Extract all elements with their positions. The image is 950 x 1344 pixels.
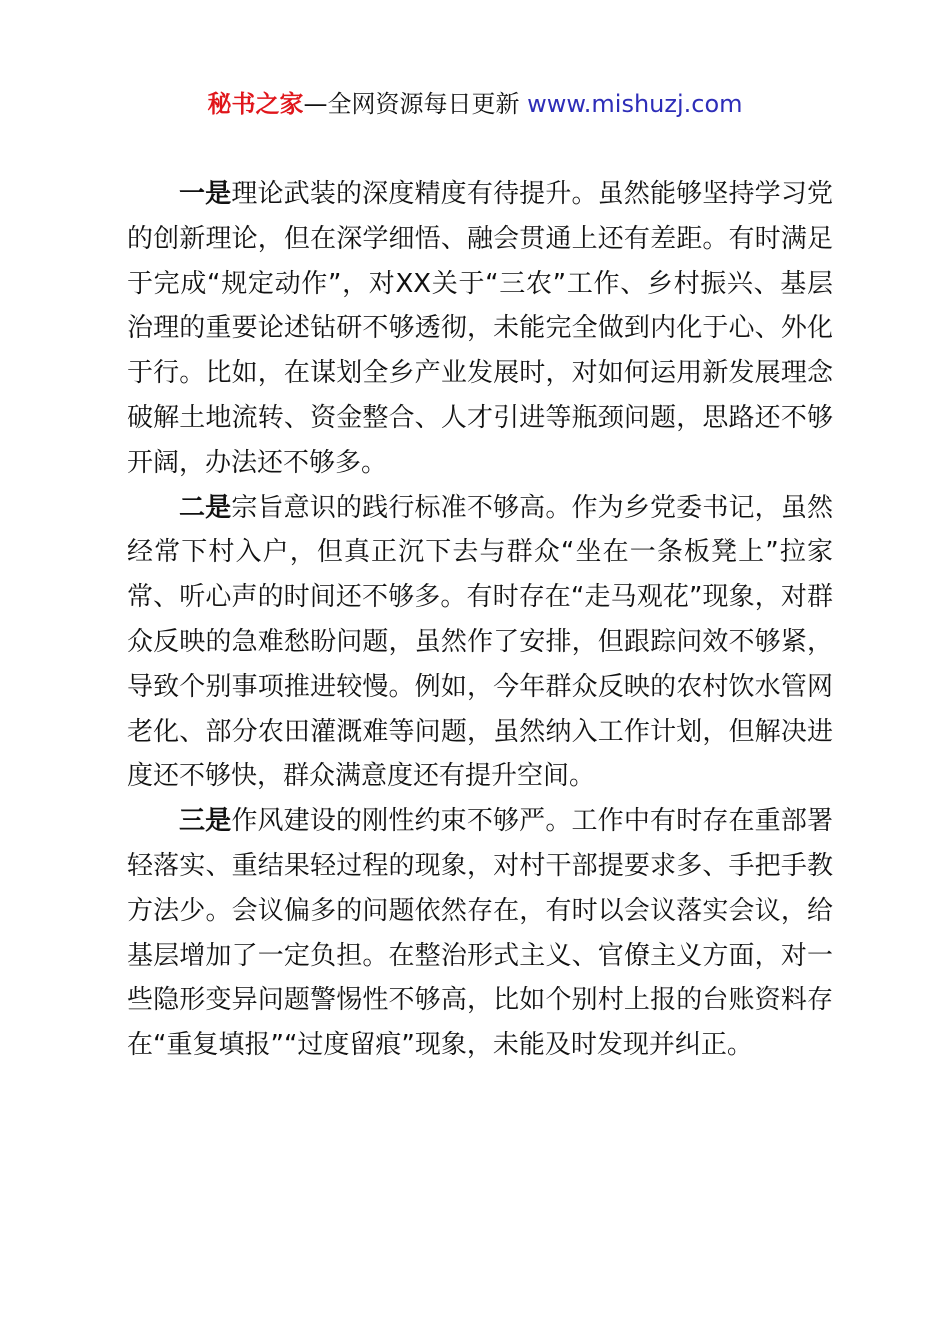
website-link[interactable]: www.mishuzj.com <box>527 90 743 118</box>
paragraph-1-text: 理论武装的深度精度有待提升。虽然能够坚持学习党的创新理论，但在深学细悟、融会贯通上还有差距。有时满足于完成“规定动作”，对XX关于“三农”工作、乡村振兴、基层治理的重要论述钻研不够透彻，未能完全做到内化于心、外化于行。比如，在谋划全乡产业发展时，对如何运用新发展理念破解土地流转、资金整合、人才引进等瓶颈问题，思路还不够开阔，办法还不够多。 <box>127 179 833 478</box>
paragraph-3-lead: 三是 <box>179 806 232 837</box>
paragraph-1 <box>127 172 833 486</box>
document-body <box>127 172 833 1068</box>
paragraph-3-text: 作风建设的刚性约束不够严。工作中有时存在重部署轻落实、重结果轻过程的现象，对村干部提要求多、手把手教方法少。会议偏多的问题依然存在，有时以会议落实会议，给基层增加了一定负担。在整治形式主义、官僚主义方面，对一些隐形变异问题警惕性不够高，比如个别村上报的台账资料存在“重复填报”“过度留痕”现象，未能及时发现并纠正。 <box>127 806 833 1061</box>
brand-name: 秘书之家 <box>207 90 304 118</box>
paragraph-3 <box>127 799 833 1068</box>
paragraph-2 <box>127 486 833 800</box>
paragraph-1-lead: 一是 <box>179 179 232 209</box>
paragraph-2-text: 宗旨意识的践行标准不够高。作为乡党委书记，虽然经常下村入户，但真正沉下去与群众“坐在一条板凳上”拉家常、听心声的时间还不够多。有时存在“走马观花”现象，对群众反映的急难愁盼问题，虽然作了安排，但跟踪问效不够紧，导致个别事项推进较慢。例如，今年群众反映的农村饮水管网老化、部分农田灌溉难等问题，虽然纳入工作计划，但解决进度还不够快，群众满意度还有提升空间。 <box>127 492 833 792</box>
paragraph-2-lead: 二是 <box>179 492 232 523</box>
header-tagline: —全网资源每日更新 <box>303 90 520 118</box>
page-header <box>0 88 950 120</box>
